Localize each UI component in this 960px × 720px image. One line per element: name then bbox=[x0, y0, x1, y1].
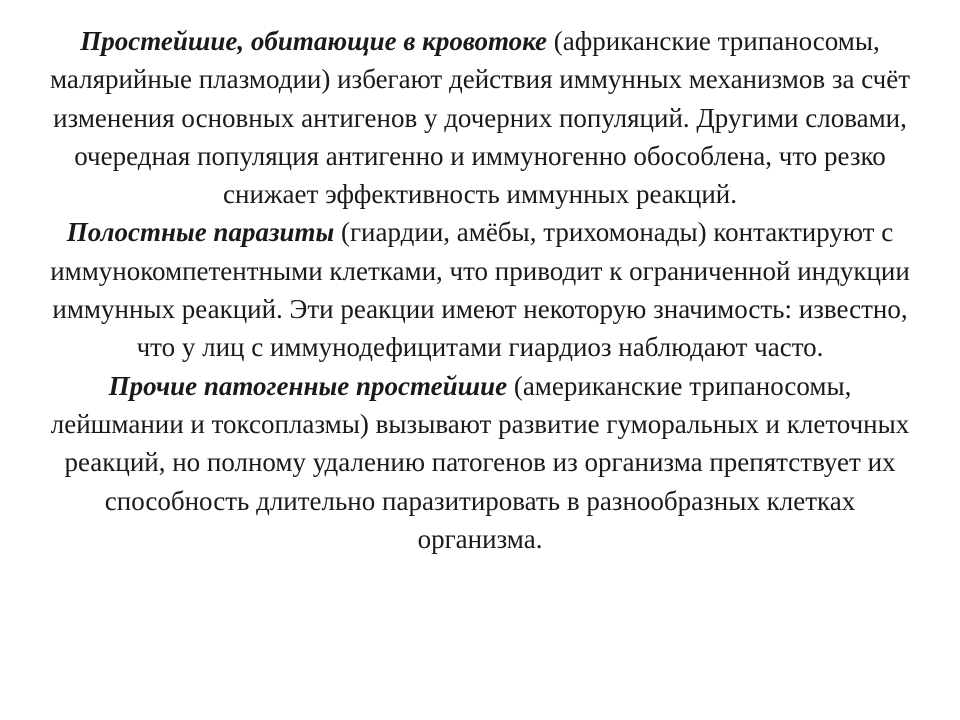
paragraph-body: (гиардии, амёбы, трихомонады) контактируют с иммунокомпетентными клетками, что приводит к ограниченной индукции иммунных реакций. Эти реакции имеют некоторую значимость: известно, что у лиц с иммунодефицитами гиардиоз наблюдают часто. bbox=[50, 217, 910, 363]
text-block bbox=[40, 22, 920, 558]
paragraph-body: (американские трипаносомы, лейшмании и токсоплазмы) вызывают развитие гуморальных и клеточных реакций, но полному удалению патогенов из организма препятствует их способность длительно паразитировать в разнообразных клетках организма. bbox=[50, 370, 910, 554]
paragraph-other-protozoa bbox=[40, 367, 920, 558]
term-other-protozoa: Прочие патогенные простейшие bbox=[108, 370, 508, 401]
term-cavity-parasites: Полостные паразиты bbox=[66, 217, 335, 248]
term-bloodstream-protozoa: Простейшие, обитающие в кровотоке bbox=[80, 26, 548, 56]
paragraph-body: (африканские трипаносомы, малярийные плазмодии) избегают действия иммунных механизмов за счёт изменения основных антигенов у дочерних популяций. Другими словами, очередная популяция антигенно и иммуногенно обособлена, что резко снижает эффективность иммунных реакций. bbox=[49, 26, 911, 210]
paragraph-bloodstream-protozoa bbox=[40, 22, 920, 213]
paragraph-cavity-parasites bbox=[40, 213, 920, 366]
